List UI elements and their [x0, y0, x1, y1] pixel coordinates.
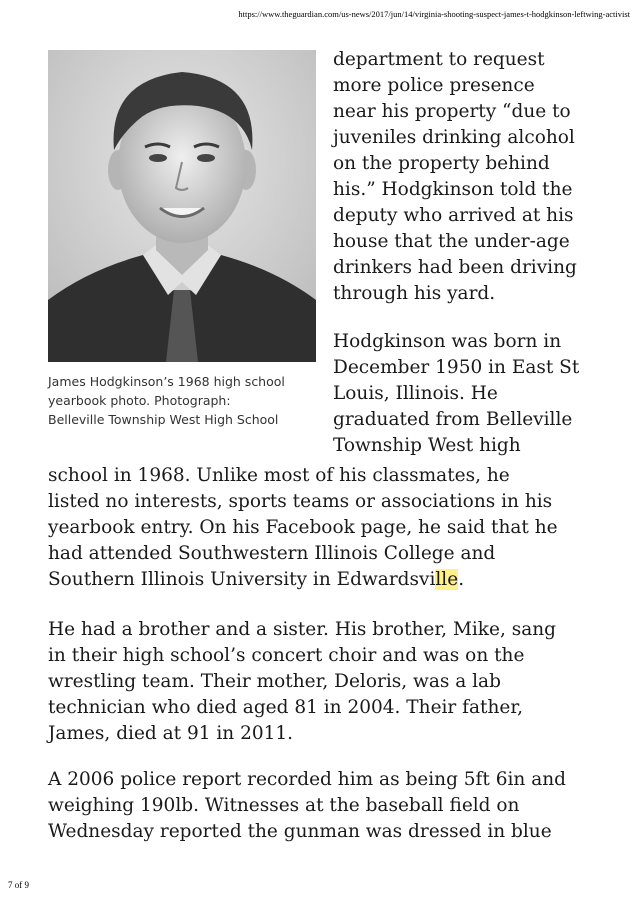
- page-number: 7 of 9: [8, 880, 29, 890]
- photo-caption: [48, 372, 323, 429]
- text-line: Wednesday reported the gunman was dressed in blue: [48, 821, 552, 842]
- paragraph-gap: [333, 307, 633, 329]
- text-line: juveniles drinking alcohol: [333, 127, 575, 148]
- caption-line: James Hodgkinson’s 1968 high school: [48, 374, 285, 389]
- text-line: on the property behind: [333, 153, 550, 174]
- text-line: department to request: [333, 49, 545, 70]
- caption-line: yearbook photo. Photograph:: [48, 393, 231, 408]
- text-line: listed no interests, sports teams or associations in his: [48, 491, 553, 512]
- text-line: graduated from Belleville: [333, 409, 573, 430]
- caption-line: Belleville Township West High School: [48, 412, 279, 427]
- text-line: school in 1968. Unlike most of his classmates, he: [48, 465, 510, 486]
- text-line: [48, 567, 633, 593]
- text-line: December 1950 in East St: [333, 357, 580, 378]
- text-line: deputy who arrived at his: [333, 205, 574, 226]
- text-line: through his yard.: [333, 283, 496, 304]
- paragraph-family: [48, 617, 633, 747]
- text-line: Hodgkinson was born in: [333, 331, 562, 352]
- text-line: yearbook entry. On his Facebook page, he said that he: [48, 517, 558, 538]
- yearbook-portrait-photo: [48, 50, 316, 362]
- text-segment: Southern Illinois University in Edwardsvi: [48, 569, 436, 590]
- text-line: Township West high: [333, 435, 521, 456]
- text-line: had attended Southwestern Illinois College and: [48, 543, 496, 564]
- text-line: house that the under-age: [333, 231, 570, 252]
- text-line: his.” Hodgkinson told the: [333, 179, 573, 200]
- text-line: A 2006 police report recorded him as being 5ft 6in and: [48, 769, 566, 790]
- side-column-text: [333, 47, 633, 459]
- text-segment: .: [458, 569, 465, 590]
- text-line: Louis, Illinois. He: [333, 383, 498, 404]
- text-line: drinkers had been driving: [333, 257, 577, 278]
- paragraph-police-report: [48, 767, 633, 845]
- text-line: in their high school’s concert choir and was on the: [48, 645, 525, 666]
- paragraph-birth-education: [48, 463, 633, 593]
- page-url: https://www.theguardian.com/us-news/2017/jun/14/virginia-shooting-suspect-james-t-hodgkinson-leftwing-activist: [238, 9, 630, 19]
- text-line: James, died at 91 in 2011.: [48, 723, 294, 744]
- text-line: weighing 190lb. Witnesses at the baseball field on: [48, 795, 520, 816]
- text-line: near his property “due to: [333, 101, 571, 122]
- text-line: He had a brother and a sister. His brother, Mike, sang: [48, 619, 557, 640]
- text-line: technician who died aged 81 in 2004. Their father,: [48, 697, 524, 718]
- text-line: wrestling team. Their mother, Deloris, was a lab: [48, 671, 501, 692]
- highlighted-text: lle: [435, 569, 459, 590]
- text-line: more police presence: [333, 75, 535, 96]
